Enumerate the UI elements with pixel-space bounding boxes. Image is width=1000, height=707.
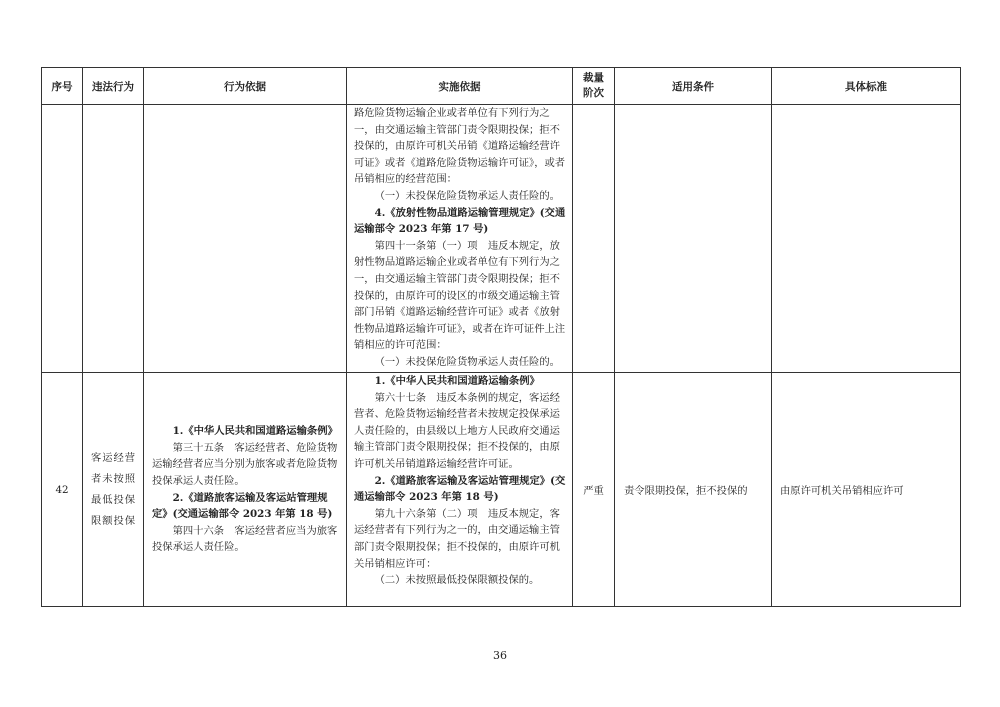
- header-violation: 违法行为: [83, 68, 144, 105]
- cell-conditions-empty: [615, 105, 772, 373]
- basis-paragraph: 第四十六条 客运经营者应当为旅客投保承运人责任险。: [152, 524, 338, 554]
- conditions-text: 责令限期投保，拒不投保的: [624, 485, 748, 497]
- impl-item: （二）未按照最低投保限额投保的。: [374, 574, 540, 587]
- impl-paragraph: 第六十七条 违反本条例的规定，客运经营者、危险货物运输经营者未按规定投保承运人责任险的，由县级以上地方人民政府交通运输主管部门责令限期投保；拒不投保的，由原许可机关吊销道路运输经营许可证。: [354, 391, 560, 470]
- standard-text: 由原许可机关吊销相应许可: [780, 485, 904, 497]
- header-seq: 序号: [42, 68, 83, 105]
- basis-paragraph: 第三十五条 客运经营者、危险货物运输经营者应当分别为旅客或者危险货物投保承运人责任险。: [152, 441, 338, 487]
- cell-implementation: [347, 373, 573, 607]
- cell-violation-empty: [83, 105, 144, 373]
- table-header-row: [42, 68, 961, 105]
- header-discretion: [573, 68, 615, 105]
- header-standard: 具体标准: [772, 68, 961, 105]
- cell-seq-empty: [42, 105, 83, 373]
- header-discretion-line1: 裁量: [583, 72, 604, 84]
- cell-basis-empty: [144, 105, 347, 373]
- cell-severity: 严重: [573, 373, 615, 607]
- header-implementation: 实施依据: [347, 68, 573, 105]
- table-row-continued: [42, 105, 961, 373]
- violation-text: 客运经营者未按照最低投保限额投保: [91, 451, 135, 527]
- impl-paragraph: 路危险货物运输企业或者单位有下列行为之一，由交通运输主管部门责令限期投保；拒不投保的，由原许可机关吊销《道路运输经营许可证》或者《道路危险货物运输许可证》，或者吊销相应的经营范围：: [354, 107, 566, 186]
- impl-regulation-title: 1.《中华人民共和国道路运输条例》: [374, 375, 540, 387]
- cell-standard-empty: [772, 105, 961, 373]
- impl-paragraph: 第四十一条第（一）项 违反本规定，放射性物品道路运输企业或者单位有下列行为之一，由交通运输主管部门责令限期投保；拒不投保的，由原许可的设区的市级交通运输主管部门吊销《道路运输经营许可证》或者《放射性物品道路运输许可证》，或者在许可证件上注销相应的许可范围：: [354, 239, 566, 352]
- cell-seq: 42: [42, 373, 83, 607]
- page-number: 36: [493, 649, 507, 662]
- cell-implementation-continued: [347, 105, 573, 373]
- basis-regulation-title: 1.《中华人民共和国道路运输条例》: [172, 425, 338, 438]
- penalty-standards-table: [41, 67, 961, 607]
- table-row-42: [42, 373, 961, 607]
- impl-regulation-title: 2.《道路旅客运输及客运站管理规定》(交通运输部令 2023 年第 18 号): [354, 474, 566, 504]
- header-conditions: 适用条件: [615, 68, 772, 105]
- basis-regulation-title: 2.《道路旅客运输及客运站管理规定》(交通运输部令 2023 年第 18 号): [152, 491, 333, 521]
- cell-severity-empty: [573, 105, 615, 373]
- impl-regulation-title: 4.《放射性物品道路运输管理规定》(交通运输部令 2023 年第 17 号): [354, 206, 566, 236]
- cell-conditions: [615, 373, 772, 607]
- impl-item: （一）未投保危险货物承运人责任险的。: [374, 189, 560, 202]
- cell-standard: [772, 373, 961, 607]
- header-discretion-line2: 阶次: [583, 87, 604, 99]
- cell-basis: [144, 373, 347, 607]
- impl-paragraph: 第九十六条第（二）项 违反本规定，客运经营者有下列行为之一的，由交通运输主管部门责令限期投保；拒不投保的，由原许可机关吊销相应许可：: [354, 507, 560, 570]
- header-basis: 行为依据: [144, 68, 347, 105]
- cell-violation: [83, 373, 144, 607]
- impl-item: （一）未投保危险货物承运人责任险的。: [374, 355, 560, 368]
